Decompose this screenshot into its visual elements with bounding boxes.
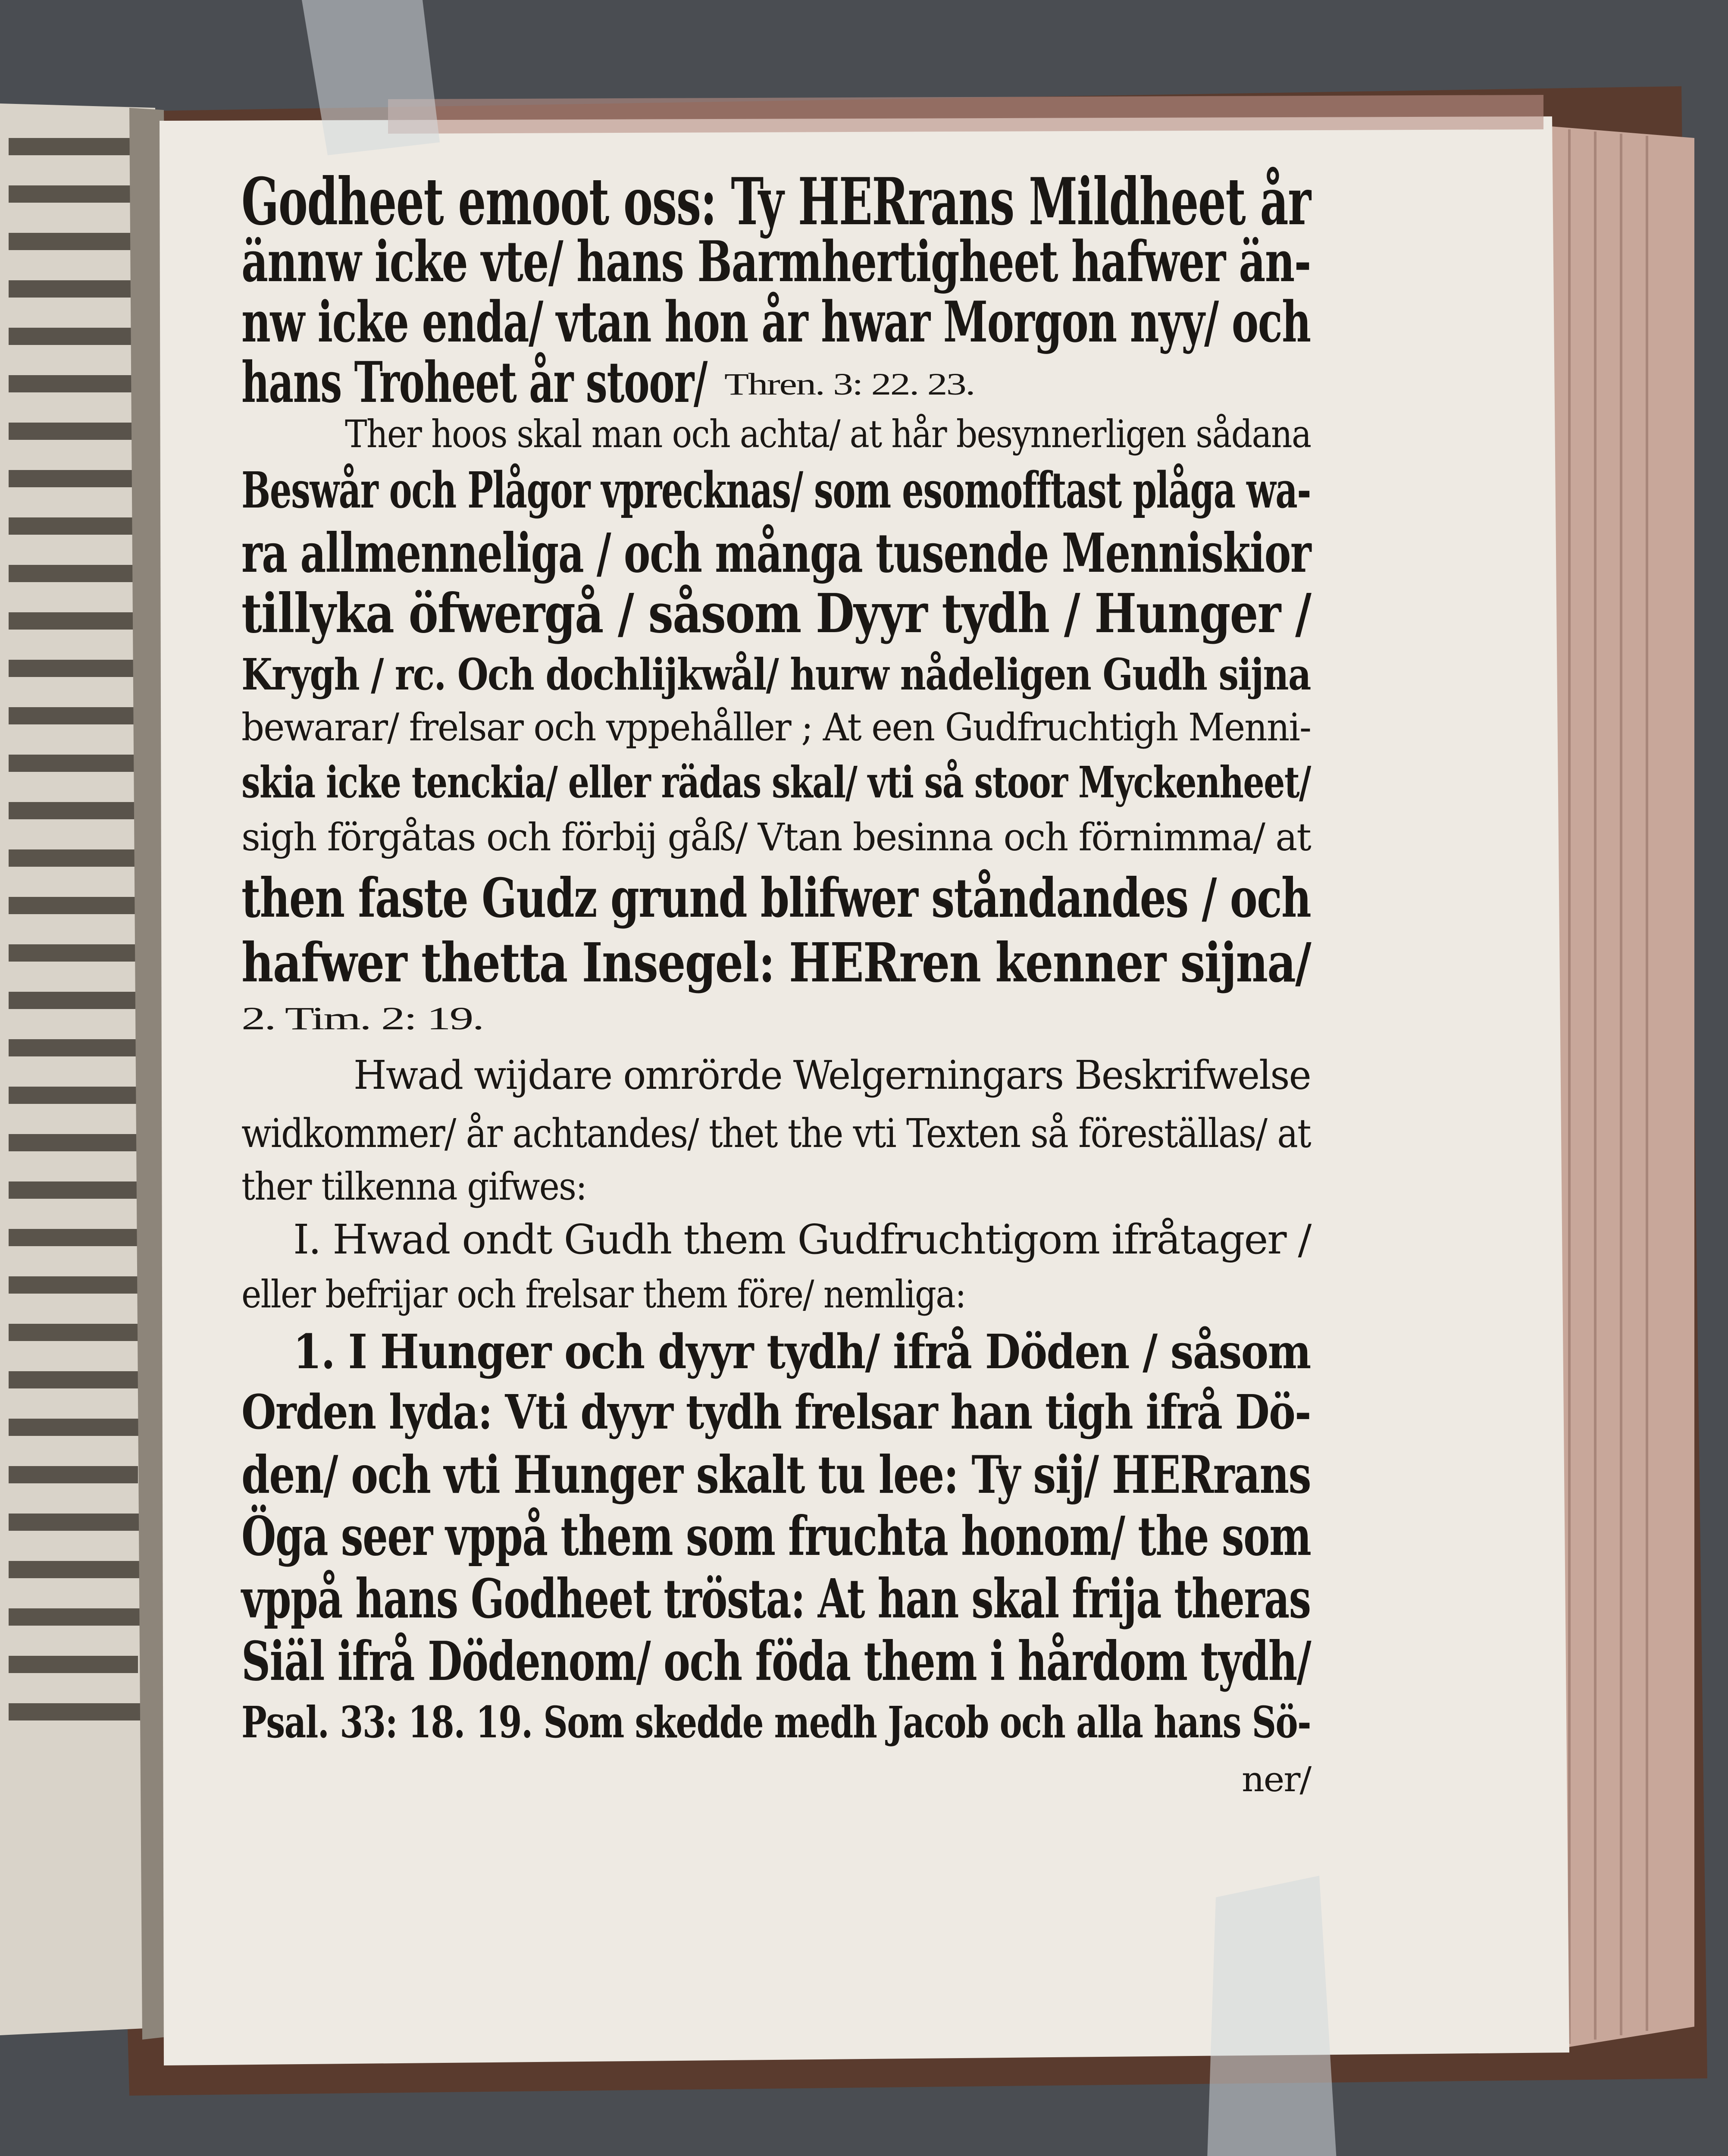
- text-line-23: Orden lyda: Vti dyyr tydh frelsar han tigh ifrå Dö-: [241, 1384, 1311, 1440]
- text-line-1: Godheet emoot oss: Ty HERrans Mildheet år: [241, 164, 1311, 240]
- text-line-10: Krygh / rc. Och dochlijkwål/ hurw nådeligen Gudh sijna: [241, 649, 1311, 700]
- text-line-13: sigh förgåtas och förbij gåß/ Vtan besinna och förnimma/ at: [241, 815, 1311, 859]
- text-line-11: bewarar/ frelsar och vppehåller ; At een Gudfruchtigh Menni-: [241, 705, 1311, 749]
- text-line-22: 1. I Hunger och dyyr tydh/ ifrå Döden / såsom: [293, 1324, 1311, 1379]
- text-line-9: tillyka öfwergå / såsom Dyyr tydh / Hunger /: [241, 582, 1311, 645]
- text-line-25: Öga seer vppå them som fruchta honom/ the som: [241, 1505, 1311, 1568]
- text-line-24: den/ och vti Hunger skalt tu lee: Ty sij/ HERrans: [241, 1445, 1311, 1505]
- text-line-12: skia icke tenckia/ eller rädas skal/ vti så stoor Myckenheet/: [241, 757, 1311, 808]
- text-line-17: Hwad wijdare omrörde Welgerningars Beskrifwelse: [354, 1052, 1311, 1098]
- page-top-speckle: [388, 95, 1543, 134]
- text-line-21: eller befrijar och frelsar them före/ nemliga:: [241, 1272, 966, 1316]
- text-line-14: then faste Gudz grund blifwer ståndandes / och: [241, 867, 1311, 930]
- text-line-4: hans Troheet år stoor/: [241, 349, 707, 415]
- clip-bottom: [1207, 1876, 1337, 2156]
- page-text: [241, 164, 1319, 1889]
- text-line-8: ra allmenneliga / och många tusende Menniskior: [241, 522, 1311, 585]
- text-line-16: 2. Tim. 2: 19.: [241, 1001, 483, 1037]
- text-line-29: ner/: [1242, 1759, 1311, 1799]
- text-line-2: ännw icke vte/ hans Barmhertigheet hafwer än-: [241, 229, 1311, 295]
- text-line-5: Thren. 3: 22. 23.: [724, 367, 974, 401]
- text-line-6: Ther hoos skal man och achta/ at hår besynnerligen sådana: [345, 412, 1311, 456]
- text-line-27: Siäl ifrå Dödenom/ och föda them i hårdom tydh/: [241, 1630, 1311, 1693]
- text-line-3: nw icke enda/ vtan hon år hwar Morgon nyy/ och: [241, 289, 1311, 355]
- text-line-28: Psal. 33: 18. 19. Som skedde medh Jacob och alla hans Sö-: [241, 1697, 1311, 1748]
- text-line-15: hafwer thetta Insegel: HERren kenner sijna/: [241, 931, 1311, 994]
- text-line-7: Beswår och Plågor vprecknas/ som esomofftast plåga wa-: [241, 461, 1311, 520]
- text-line-18: widkommer/ år achtandes/ thet the vti Texten så föreställas/ at: [241, 1110, 1311, 1156]
- text-line-26: vppå hans Godheet trösta: At han skal frija theras: [241, 1567, 1311, 1630]
- text-line-20: I. Hwad ondt Gudh them Gudfruchtigom ifråtager /: [293, 1216, 1311, 1263]
- text-line-19: ther tilkenna gifwes:: [241, 1164, 587, 1209]
